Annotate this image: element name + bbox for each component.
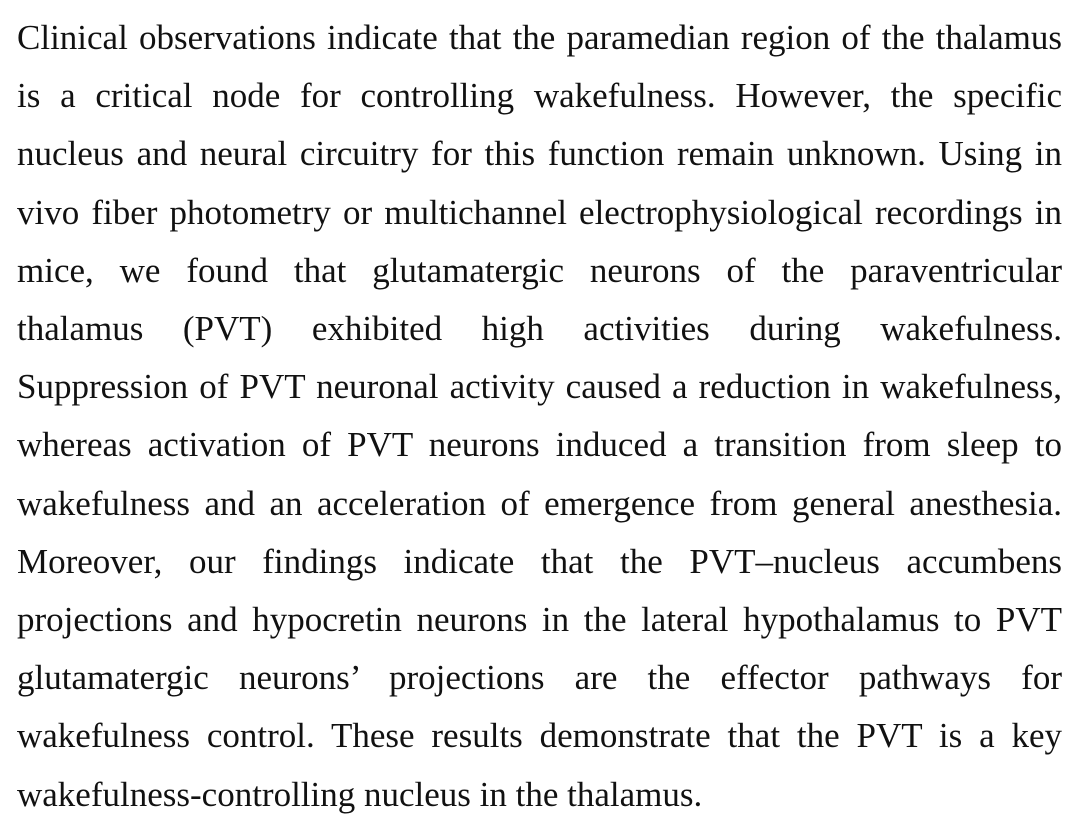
abstract-paragraph — [17, 9, 1062, 824]
text-line: Suppression of PVT neuronal activity caused a reduction in wakefulness, — [17, 367, 1062, 407]
text-line: wakefulness and an acceleration of emergence from general anesthesia. — [17, 483, 1062, 523]
text-line: thalamus (PVT) exhibited high activities during wakefulness. — [17, 309, 1062, 349]
text-line: Clinical observations indicate that the paramedian region of the thalamus — [17, 18, 1062, 57]
text-line: vivo fiber photometry or multichannel electrophysiological recordings in — [17, 192, 1062, 232]
text-line: projections and hypocretin neurons in the lateral hypothalamus to PVT — [17, 600, 1062, 640]
text-line: whereas activation of PVT neurons induced a transition from sleep to — [17, 425, 1062, 465]
text-line: wakefulness control. These results demonstrate that the PVT is a key — [17, 716, 1062, 756]
text-line: Moreover, our findings indicate that the PVT–nucleus accumbens — [17, 541, 1062, 581]
text-line: glutamatergic neurons’ projections are the effector pathways for — [17, 658, 1062, 698]
text-line: mice, we found that glutamatergic neurons of the paraventricular — [17, 250, 1062, 290]
text-line: wakefulness-controlling nucleus in the thalamus. — [17, 774, 703, 814]
text-line: nucleus and neural circuitry for this function remain unknown. Using in — [17, 134, 1062, 174]
text-line: is a critical node for controlling wakefulness. However, the specific — [17, 76, 1062, 116]
